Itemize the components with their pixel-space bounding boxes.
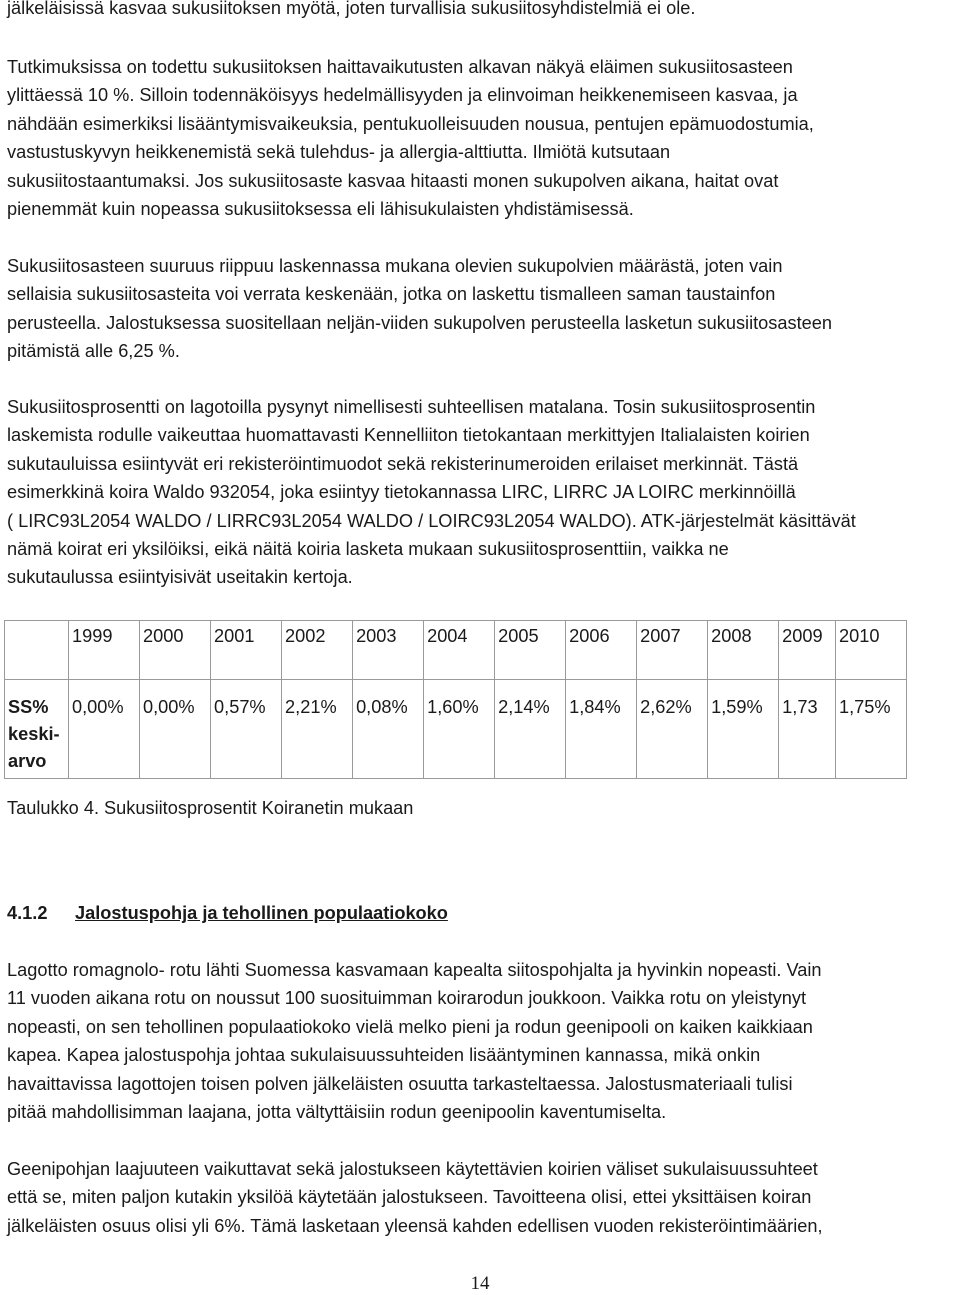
- text-line: laskemista rodulle vaikeuttaa huomattavasti Kennelliiton tietokantaan merkittyjen Italialaisten koirien: [7, 425, 810, 446]
- value-cell: 1,75%: [835, 680, 906, 779]
- text-line: että se, miten paljon kutakin yksilöä käytetään jalostukseen. Tavoitteena olisi, ettei yksittäisen koiran: [7, 1187, 812, 1208]
- paragraph-breeding-base: [7, 956, 955, 1126]
- text-line: vastustuskyvyn heikkenemistä sekä tulehdus- ja allergia-alttiutta. Ilmiötä kutsutaan: [7, 142, 671, 163]
- text-line: jälkeläisissä kasvaa sukusiitoksen myötä, joten turvallisia sukusiitosyhdistelmiä ei ole.: [7, 0, 696, 18]
- year-cell: 2003: [353, 621, 424, 680]
- section-title: Jalostuspohja ja tehollinen populaatiokoko: [75, 903, 448, 923]
- text-line: Tutkimuksissa on todettu sukusiitoksen haittavaikutusten alkavan näkyä eläimen sukusiitosasteen: [7, 57, 793, 77]
- paragraph-inbreeding-degree: [7, 252, 955, 366]
- text-line: sellaisia sukusiitosasteita voi verrata keskenään, jotka on laskettu tismalleen saman taustainfon: [7, 284, 776, 305]
- text-line: Lagotto romagnolo- rotu lähti Suomessa kasvamaan kapealta siitospohjalta ja hyvinkin nopeasti. Vain: [7, 960, 822, 980]
- value-cell: 1,60%: [424, 680, 495, 779]
- text-line: pitämistä alle 6,25 %.: [7, 341, 180, 362]
- year-cell: 2010: [835, 621, 906, 680]
- text-line: ( LIRC93L2054 WALDO / LIRRC93L2054 WALDO / LOIRC93L2054 WALDO). ATK-järjestelmät käsittävät: [7, 510, 856, 531]
- table-header-row: [5, 621, 907, 680]
- paragraph-gene-pool: [7, 1155, 955, 1240]
- text-line: jälkeläisten osuus olisi yli 6%. Tämä lasketaan yleensä kahden edellisen vuoden rekisteröintimäärien,: [7, 1215, 823, 1236]
- text-line: pitää mahdollisimman laajana, jotta vältyttäisiin rodun geenipoolin kaventumiselta.: [7, 1101, 667, 1122]
- text-line: sukutauluissa esiintyvät eri rekisteröintimuodot sekä rekisterinumeroiden erilaiset merkinnät. Tästä: [7, 453, 799, 474]
- value-cell: 0,08%: [353, 680, 424, 779]
- year-cell: 2001: [211, 621, 282, 680]
- year-cell: 2009: [779, 621, 836, 680]
- year-cell: 2002: [282, 621, 353, 680]
- inbreeding-table: [4, 620, 907, 779]
- table-corner-cell: [5, 621, 69, 680]
- text-line: nopeasti, on sen tehollinen populaatiokoko vielä melko pieni ja rodun geenipooli on kaiken kaikkiaan: [7, 1016, 813, 1037]
- value-cell: 2,14%: [495, 680, 566, 779]
- value-cell: 1,84%: [566, 680, 637, 779]
- table-caption: Taulukko 4. Sukusiitosprosentit Koiranetin mukaan: [7, 798, 414, 818]
- value-cell: 1,73: [779, 680, 836, 779]
- year-cell: 2000: [140, 621, 211, 680]
- text-line: pienemmät kuin nopeassa sukusiitoksessa eli lähisukulaisten yhdistämisessä.: [7, 198, 634, 219]
- text-line: esimerkkinä koira Waldo 932054, joka esiintyy tietokannassa LIRC, LIRRC JA LOIRC merkinnöillä: [7, 482, 796, 503]
- year-cell: 2006: [566, 621, 637, 680]
- text-line: nähdään esimerkiksi lisääntymisvaikeuksia, pentukuolleisuuden nousua, pentujen epämuodostumia,: [7, 113, 814, 134]
- row-label-line: arvo: [8, 751, 47, 771]
- text-line: nämä koirat eri yksilöiksi, eikä näitä koiria lasketa mukaan sukusiitosprosenttiin, vaikka ne: [7, 538, 729, 559]
- value-cell: 0,00%: [140, 680, 211, 779]
- year-cell: 1999: [69, 621, 140, 680]
- paragraph-inbreeding-percentage: [7, 393, 955, 592]
- section-heading: [7, 899, 448, 927]
- year-cell: 2004: [424, 621, 495, 680]
- text-line: Sukusiitosprosentti on lagotoilla pysynyt nimellisesti suhteellisen matalana. Tosin sukusiitosprosentin: [7, 397, 816, 417]
- text-line: ylittäessä 10 %. Silloin todennäköisyys hedelmällisyyden ja elinvoiman heikkenemiseen kasvaa, ja: [7, 85, 798, 106]
- paragraph-intro-end: [7, 0, 955, 22]
- year-cell: 2007: [637, 621, 708, 680]
- section-number: 4.1.2: [7, 903, 48, 923]
- text-line: perusteella. Jalostuksessa suositellaan neljän-viiden sukupolven perusteella lasketun sukusiitosasteen: [7, 312, 832, 333]
- row-label-cell: [5, 680, 69, 779]
- row-label-line: SS%: [8, 697, 49, 717]
- year-cell: 2005: [495, 621, 566, 680]
- value-cell: 0,57%: [211, 680, 282, 779]
- value-cell: 1,59%: [708, 680, 779, 779]
- value-cell: 2,21%: [282, 680, 353, 779]
- text-line: sukutaulussa esiintyisivät useitakin kertoja.: [7, 567, 353, 588]
- paragraph-inbreeding-effects: [7, 53, 955, 223]
- page-number: 14: [470, 1273, 490, 1294]
- text-line: havaittavissa lagottojen toisen polven jälkeläisten osuutta tarkasteltaessa. Jalostusmateriaali tulisi: [7, 1073, 793, 1094]
- text-line: kapea. Kapea jalostuspohja johtaa sukulaisuussuhteiden lisääntyminen kannassa, mikä onkin: [7, 1045, 761, 1066]
- value-cell: 0,00%: [69, 680, 140, 779]
- value-cell: 2,62%: [637, 680, 708, 779]
- year-cell: 2008: [708, 621, 779, 680]
- table-row: [5, 680, 907, 779]
- text-line: 11 vuoden aikana rotu on noussut 100 suosituimman koirarodun joukkoon. Vaikka rotu on yleistynyt: [7, 988, 807, 1009]
- row-label-line: keski-: [8, 724, 60, 744]
- text-line: sukusiitostaantumaksi. Jos sukusiitosaste kasvaa hitaasti monen sukupolven aikana, haitat ovat: [7, 170, 779, 191]
- text-line: Geenipohjan laajuuteen vaikuttavat sekä jalostukseen käytettävien koirien väliset sukulaisuussuhteet: [7, 1159, 818, 1179]
- text-line: Sukusiitosasteen suuruus riippuu laskennassa mukana olevien sukupolvien määrästä, joten vain: [7, 256, 783, 276]
